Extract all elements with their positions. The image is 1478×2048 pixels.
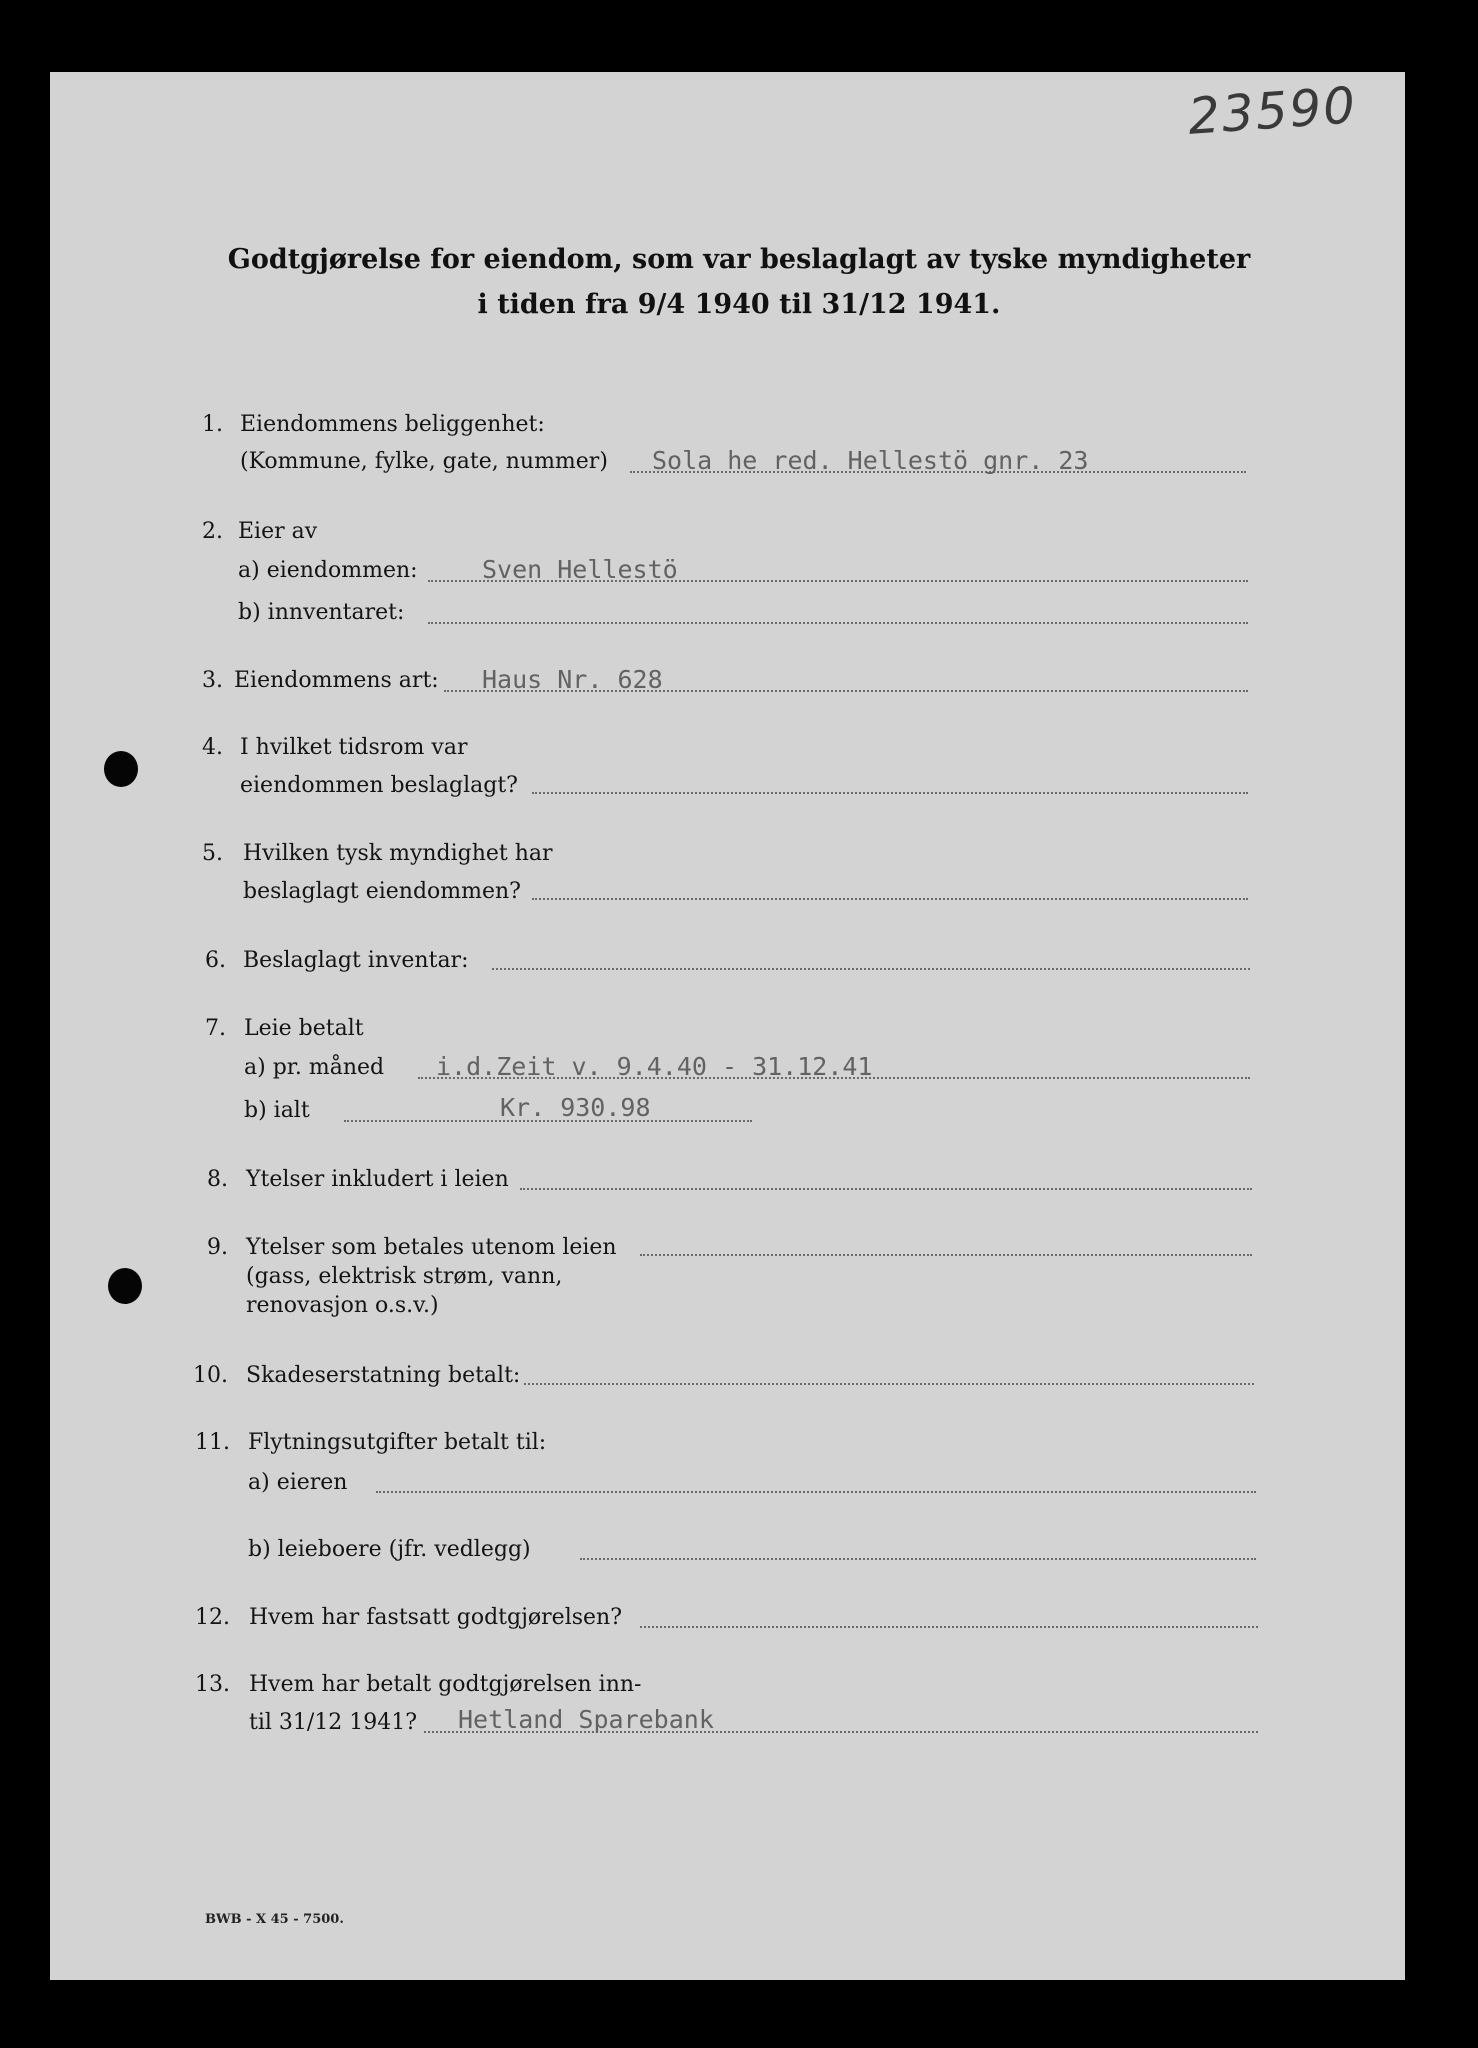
q13-sublabel: til 31/12 1941?: [249, 1710, 418, 1735]
q1-answer: Sola he red. Hellestö gnr. 23: [652, 446, 1089, 475]
q11a-label: a) eieren: [248, 1470, 348, 1495]
q12-label: Hvem har fastsatt godtgjørelsen?: [249, 1605, 623, 1630]
q11-label: Flytningsutgifter betalt til:: [248, 1430, 547, 1455]
punch-hole-lower: [108, 1268, 142, 1304]
q6-number: 6.: [205, 948, 226, 973]
q1-label: Eiendommens beliggenhet:: [240, 412, 545, 437]
q2b-label: b) innventaret:: [238, 600, 405, 625]
punch-hole-upper: [104, 751, 138, 787]
archive-number: 23590: [1186, 76, 1359, 146]
q11-number: 11.: [195, 1430, 230, 1455]
q6-answer-line: [492, 968, 1250, 970]
q1-number: 1.: [202, 412, 223, 437]
q9-sublabel-2: renovasjon o.s.v.): [246, 1293, 439, 1318]
q2-label: Eier av: [238, 519, 318, 544]
q13-number: 13.: [195, 1672, 230, 1697]
q7-number: 7.: [205, 1016, 226, 1041]
q5-sublabel: beslaglagt eiendommen?: [243, 879, 521, 904]
q8-number: 8.: [207, 1167, 228, 1192]
q9-label: Ytelser som betales utenom leien: [246, 1235, 617, 1260]
q3-answer: Haus Nr. 628: [482, 665, 663, 694]
q3-number: 3.: [202, 668, 223, 693]
q7a-answer: i.d.Zeit v. 9.4.40 - 31.12.41: [436, 1052, 873, 1081]
q7b-answer: Kr. 930.98: [500, 1093, 651, 1122]
q13-answer: Hetland Sparebank: [458, 1705, 714, 1734]
q10-label: Skadeserstatning betalt:: [246, 1363, 521, 1388]
q9-sublabel-1: (gass, elektrisk strøm, vann,: [246, 1264, 563, 1289]
q9-number: 9.: [207, 1235, 228, 1260]
q8-answer-line: [520, 1188, 1252, 1190]
q10-number: 10.: [193, 1363, 228, 1388]
q11a-answer-line: [376, 1491, 1256, 1493]
form-title-line-2: i tiden fra 9/4 1940 til 31/12 1941.: [477, 289, 1001, 320]
q4-number: 4.: [202, 735, 223, 760]
q6-label: Beslaglagt inventar:: [243, 948, 469, 973]
q7b-label: b) ialt: [244, 1098, 310, 1123]
q11b-label: b) leieboere (jfr. vedlegg): [248, 1537, 531, 1562]
q12-number: 12.: [195, 1605, 230, 1630]
printer-mark: BWB - X 45 - 7500.: [205, 1912, 344, 1927]
q4-label: I hvilket tidsrom var: [240, 735, 468, 760]
q5-number: 5.: [202, 841, 223, 866]
q13-label: Hvem har betalt godtgjørelsen inn-: [249, 1672, 642, 1697]
q1-sublabel: (Kommune, fylke, gate, nummer): [240, 449, 608, 474]
q7a-label: a) pr. måned: [244, 1055, 385, 1080]
q10-answer-line: [524, 1383, 1254, 1385]
q4-answer-line: [532, 792, 1248, 794]
q2b-answer-line: [428, 622, 1248, 624]
q3-label: Eiendommens art:: [234, 668, 439, 693]
q11b-answer-line: [580, 1558, 1256, 1560]
q12-answer-line: [640, 1626, 1258, 1628]
q9-answer-line: [640, 1254, 1252, 1256]
q2-number: 2.: [202, 519, 223, 544]
q2a-answer: Sven Hellestö: [482, 555, 678, 584]
q8-label: Ytelser inkludert i leien: [246, 1167, 509, 1192]
q7-label: Leie betalt: [244, 1016, 364, 1041]
q5-label: Hvilken tysk myndighet har: [243, 841, 553, 866]
q2a-label: a) eiendommen:: [238, 558, 418, 583]
q4-sublabel: eiendommen beslaglagt?: [240, 773, 518, 798]
form-title-line-1: Godtgjørelse for eiendom, som var beslaglagt av tyske myndigheter: [227, 244, 1251, 275]
q5-answer-line: [532, 898, 1248, 900]
